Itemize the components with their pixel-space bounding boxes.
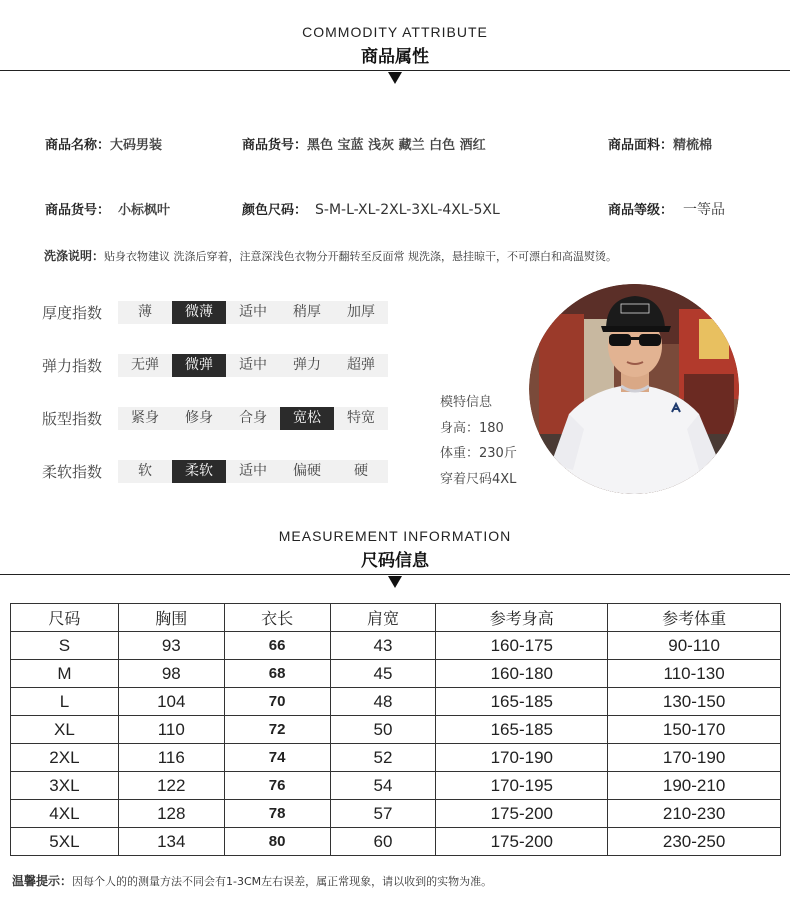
column-header: 肩宽 xyxy=(330,604,436,632)
model-height: 身高：180 xyxy=(440,420,504,436)
cell-size: XL xyxy=(11,716,119,744)
measure-section-header xyxy=(0,528,790,571)
cell-chest: 128 xyxy=(118,800,224,828)
table-row xyxy=(11,716,781,744)
table-row xyxy=(11,660,781,688)
index-option: 弹力 xyxy=(293,356,321,373)
cell-chest: 122 xyxy=(118,772,224,800)
cell-size: L xyxy=(11,688,119,716)
index-option: 薄 xyxy=(138,303,152,320)
attr-name: 商品名称：大码男装 xyxy=(45,138,163,153)
column-header: 参考体重 xyxy=(608,604,781,632)
down-triangle-icon xyxy=(388,72,402,84)
cell-length: 80 xyxy=(224,828,330,856)
model-photo xyxy=(529,284,739,494)
cell-shoulder: 60 xyxy=(330,828,436,856)
cell-size: S xyxy=(11,632,119,660)
index-row-thickness xyxy=(42,300,388,324)
attr-title-en: COMMODITY ATTRIBUTE xyxy=(302,24,488,40)
index-label: 弹力指数 xyxy=(42,356,103,375)
cell-length: 74 xyxy=(224,744,330,772)
model-size: 穿着尺码4XL xyxy=(440,471,517,487)
attr-color-size: 颜色尺码： S-M-L-XL-2XL-3XL-4XL-5XL xyxy=(242,202,500,218)
index-option-selected: 柔软 xyxy=(172,460,226,483)
attr-title-zh: 商品属性 xyxy=(361,47,429,67)
model-info-title: 模特信息 xyxy=(440,395,493,410)
cell-length: 68 xyxy=(224,660,330,688)
attr-grade: 商品等级： 一等品 xyxy=(608,202,726,218)
cell-height: 175-200 xyxy=(436,828,608,856)
index-option: 硬 xyxy=(354,462,368,479)
cell-shoulder: 48 xyxy=(330,688,436,716)
index-option: 偏硬 xyxy=(293,462,321,479)
cell-weight: 110-130 xyxy=(608,660,781,688)
index-row-fit xyxy=(42,406,388,430)
warm-tip: 温馨提示：因每个人的的测量方法不同会有1-3CM左右误差，属正常现象，请以收到的实物为准。 xyxy=(12,874,493,888)
cell-size: 3XL xyxy=(11,772,119,800)
cell-chest: 93 xyxy=(118,632,224,660)
attr-code: 商品货号：黑色 宝蓝 浅灰 藏兰 白色 酒红 xyxy=(242,138,486,153)
column-header: 衣长 xyxy=(224,604,330,632)
table-row xyxy=(11,772,781,800)
index-options xyxy=(118,460,388,483)
column-header: 尺码 xyxy=(11,604,119,632)
cell-chest: 110 xyxy=(118,716,224,744)
cell-chest: 134 xyxy=(118,828,224,856)
index-row-elasticity xyxy=(42,353,388,377)
index-options xyxy=(118,301,388,324)
index-option: 软 xyxy=(138,462,152,479)
index-option: 特宽 xyxy=(347,409,375,426)
table-row xyxy=(11,828,781,856)
size-table xyxy=(10,603,781,856)
index-option: 超弹 xyxy=(347,356,375,373)
table-row xyxy=(11,744,781,772)
column-header: 参考身高 xyxy=(436,604,608,632)
cell-length: 70 xyxy=(224,688,330,716)
measure-title-en: MEASUREMENT INFORMATION xyxy=(278,528,512,544)
index-option-selected: 宽松 xyxy=(280,407,334,430)
index-option-selected: 微薄 xyxy=(172,301,226,324)
measure-title-zh: 尺码信息 xyxy=(361,551,429,571)
cell-height: 160-175 xyxy=(436,632,608,660)
divider xyxy=(0,70,790,71)
cell-chest: 98 xyxy=(118,660,224,688)
index-option: 无弹 xyxy=(131,356,159,373)
cell-weight: 230-250 xyxy=(608,828,781,856)
index-label: 版型指数 xyxy=(42,409,103,428)
cell-shoulder: 54 xyxy=(330,772,436,800)
table-row xyxy=(11,800,781,828)
cell-size: 4XL xyxy=(11,800,119,828)
index-option: 加厚 xyxy=(347,303,375,320)
cell-weight: 130-150 xyxy=(608,688,781,716)
index-option: 适中 xyxy=(239,356,267,373)
divider xyxy=(0,574,790,575)
cell-height: 160-180 xyxy=(436,660,608,688)
wash-instructions: 洗涤说明：贴身衣物建议 洗涤后穿着，注意深浅色衣物分开翻转至反面常 规洗涤，悬挂晾干，不可漂白和高温熨烫。 xyxy=(44,249,618,263)
table-header-row xyxy=(11,604,781,632)
cell-chest: 116 xyxy=(118,744,224,772)
cell-weight: 190-210 xyxy=(608,772,781,800)
index-option: 适中 xyxy=(239,462,267,479)
cell-weight: 210-230 xyxy=(608,800,781,828)
index-label: 厚度指数 xyxy=(42,303,103,322)
index-option: 修身 xyxy=(185,409,213,426)
index-row-softness xyxy=(42,459,388,483)
down-triangle-icon xyxy=(388,576,402,588)
cell-size: 5XL xyxy=(11,828,119,856)
index-option-selected: 微弹 xyxy=(172,354,226,377)
index-option: 紧身 xyxy=(131,409,159,426)
cell-height: 170-195 xyxy=(436,772,608,800)
cell-shoulder: 52 xyxy=(330,744,436,772)
cell-weight: 90-110 xyxy=(608,632,781,660)
index-options xyxy=(118,407,388,430)
cell-height: 165-185 xyxy=(436,688,608,716)
column-header: 胸围 xyxy=(118,604,224,632)
cell-size: M xyxy=(11,660,119,688)
cell-height: 170-190 xyxy=(436,744,608,772)
index-option: 适中 xyxy=(239,303,267,320)
index-option: 合身 xyxy=(239,409,267,426)
index-options xyxy=(118,354,388,377)
cell-shoulder: 45 xyxy=(330,660,436,688)
cell-shoulder: 43 xyxy=(330,632,436,660)
model-weight: 体重：230斤 xyxy=(440,446,517,461)
table-row xyxy=(11,688,781,716)
model-info xyxy=(440,390,517,492)
cell-length: 76 xyxy=(224,772,330,800)
index-option: 稍厚 xyxy=(293,303,321,320)
cell-height: 175-200 xyxy=(436,800,608,828)
cell-weight: 150-170 xyxy=(608,716,781,744)
table-row xyxy=(11,632,781,660)
cell-length: 66 xyxy=(224,632,330,660)
index-label: 柔软指数 xyxy=(42,462,103,481)
attr-section-header xyxy=(0,24,790,67)
attr-code2: 商品货号： 小标枫叶 xyxy=(45,203,171,218)
cell-length: 78 xyxy=(224,800,330,828)
cell-length: 72 xyxy=(224,716,330,744)
cell-size: 2XL xyxy=(11,744,119,772)
cell-weight: 170-190 xyxy=(608,744,781,772)
cell-shoulder: 50 xyxy=(330,716,436,744)
cell-shoulder: 57 xyxy=(330,800,436,828)
cell-chest: 104 xyxy=(118,688,224,716)
attr-fabric: 商品面料：精梳棉 xyxy=(608,138,713,153)
cell-height: 165-185 xyxy=(436,716,608,744)
